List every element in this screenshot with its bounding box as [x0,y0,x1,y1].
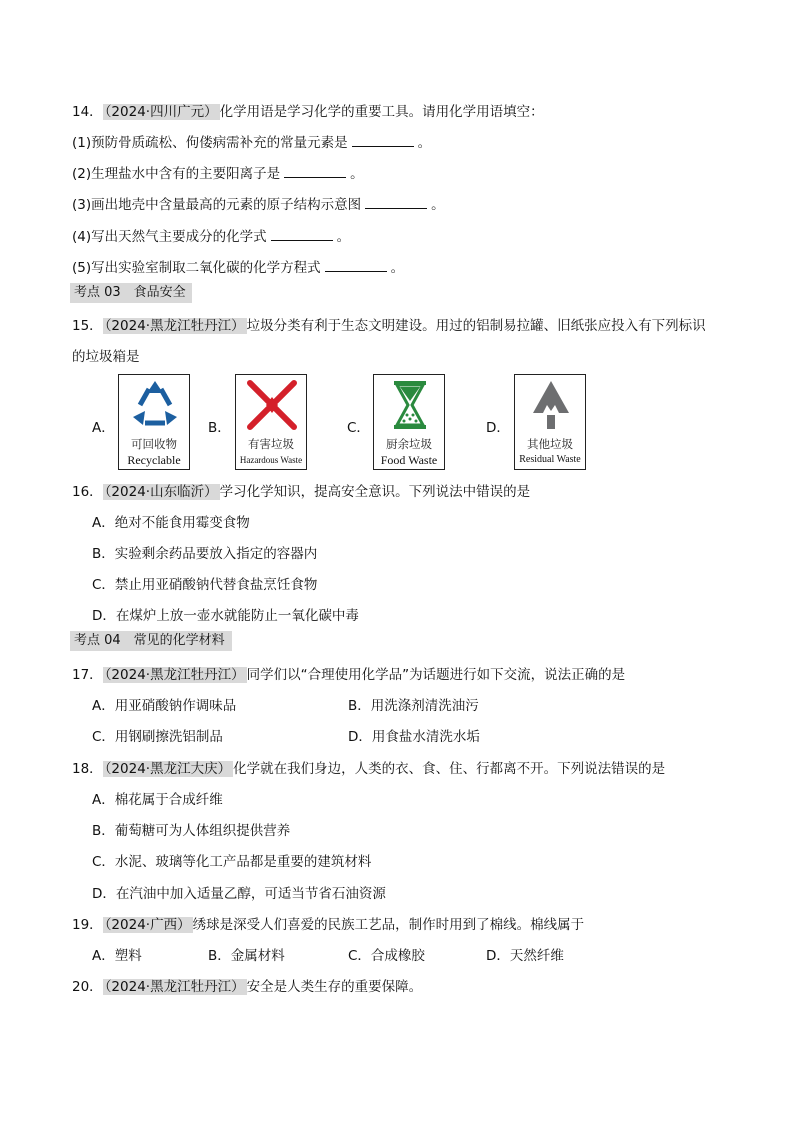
q18-option-c[interactable]: C．水泥、玻璃等化工产品都是重要的建筑材料 [92,854,372,870]
recyclable-bin-sign[interactable] [118,374,190,470]
question-text: 化学就在我们身边，人类的衣、食、住、行都离不开。下列说法错误的是 [233,761,666,777]
q15-stem-cont: 的垃圾箱是 [72,349,140,365]
answer-blank[interactable] [352,134,414,147]
question-number: 18． [72,761,103,777]
residual-waste-icon [515,375,587,437]
question-number: 20． [72,979,103,995]
item-end: 。 [350,166,364,182]
q19-option-b[interactable]: B．金属材料 [208,948,285,964]
bin-label-en: Hazardous Waste [239,455,303,465]
q14-item-2 [72,165,364,183]
answer-blank[interactable] [271,228,333,241]
question-number: 16． [72,484,103,500]
bin-label-cn: 厨余垃圾 [386,437,432,451]
question-source: （2024·黑龙江牡丹江） [104,979,245,995]
q17-option-b[interactable]: B．用洗涤剂清洗油污 [348,698,479,714]
q14-item-1 [72,134,431,152]
question-number: 17． [72,667,103,683]
bin-label-en: Recyclable [127,453,181,467]
item-end: 。 [390,260,405,276]
q14-item-5 [72,259,404,277]
q18-option-b[interactable]: B．葡萄糖可为人体组织提供营养 [92,823,291,839]
item-text: (5)写出实验室制取二氧化碳的化学方程式 [72,260,321,276]
answer-blank[interactable] [325,259,387,272]
q19-option-d[interactable]: D．天然纤维 [486,948,564,964]
q16-option-c[interactable]: C．禁止用亚硝酸钠代替食盐烹饪食物 [92,577,318,593]
bin-label-cn: 有害垃圾 [248,437,294,451]
q20-stem [72,978,422,996]
question-text: 绣球是深受人们喜爱的民族工艺品，制作时用到了棉线。棉线属于 [192,917,585,933]
item-end: 。 [336,229,351,245]
q16-option-a[interactable]: A．绝对不能食用霉变食物 [92,515,250,531]
option-b-letter[interactable]: B． [208,420,231,436]
item-text: (1)预防骨质疏松、佝偻病需补充的常量元素是 [72,135,348,151]
q14-item-3 [72,196,445,214]
bin-label-en: Residual Waste [519,454,581,465]
question-source: （2024·黑龙江牡丹江） [104,667,245,683]
question-text: 同学们以“合理使用化学品”为话题进行如下交流，说法正确的是 [246,667,626,683]
q19-option-c[interactable]: C．合成橡胶 [348,948,425,964]
question-text: 安全是人类生存的重要保障。 [246,979,423,995]
option-a-letter[interactable]: A． [92,420,115,436]
question-text: 垃圾分类有利于生态文明建设。用过的铝制易拉罐、旧纸张应投入有下列标识 [246,318,706,334]
q15-stem [72,317,706,335]
q16-stem [72,483,530,501]
q17-option-d[interactable]: D．用食盐水清洗水垢 [348,729,480,745]
question-source: （2024·广西） [104,917,191,933]
question-source: （2024·四川广元） [104,104,218,120]
answer-blank[interactable] [284,165,346,178]
recycle-icon [119,375,191,437]
bin-label-cn: 其他垃圾 [527,437,573,451]
question-text: 化学用语是学习化学的重要工具。请用化学用语填空： [219,104,544,120]
question-source: （2024·山东临沂） [104,484,218,500]
hazardous-icon [236,375,308,437]
food-waste-bin-sign[interactable] [373,374,445,470]
hazardous-bin-sign[interactable] [235,374,307,470]
bin-label-en: Food Waste [380,453,438,467]
q19-option-a[interactable]: A．塑料 [92,948,142,964]
option-c-letter[interactable]: C． [347,420,370,436]
answer-blank[interactable] [365,196,427,209]
q17-option-a[interactable]: A．用亚硝酸钠作调味品 [92,698,237,714]
q17-option-c[interactable]: C．用钢刷擦洗铝制品 [92,729,223,745]
item-end: 。 [417,135,432,151]
q14-stem [72,103,544,121]
question-number: 19． [72,917,103,933]
q14-item-4 [72,228,350,246]
item-text: (3)画出地壳中含量最高的元素的原子结构示意图 [72,197,362,213]
item-end: 。 [431,197,445,213]
section-header-04: 考点 04 常见的化学材料 [70,631,232,651]
q18-option-a[interactable]: A．棉花属于合成纤维 [92,792,223,808]
question-number: 14． [72,104,103,120]
question-text: 学习化学知识，提高安全意识。下列说法中错误的是 [219,484,531,500]
q18-option-d[interactable]: D．在汽油中加入适量乙醇，可适当节省石油资源 [92,886,386,902]
section-header-03: 考点 03 食品安全 [70,283,192,303]
option-d-letter[interactable]: D． [486,420,510,436]
q18-stem [72,760,665,778]
q17-stem [72,666,625,684]
q16-option-b[interactable]: B．实验剩余药品要放入指定的容器内 [92,546,318,562]
residual-waste-bin-sign[interactable] [514,374,586,470]
question-source: （2024·黑龙江牡丹江） [104,318,245,334]
question-number: 15． [72,318,103,334]
item-text: (4)写出天然气主要成分的化学式 [72,229,267,245]
bin-label-cn: 可回收物 [131,437,177,451]
item-text: (2)生理盐水中含有的主要阳离子是 [72,166,281,182]
q16-option-d[interactable]: D．在煤炉上放一壶水就能防止一氧化碳中毒 [92,608,359,624]
question-source: （2024·黑龙江大庆） [104,761,232,777]
hourglass-icon [374,375,446,437]
q19-stem [72,916,584,934]
